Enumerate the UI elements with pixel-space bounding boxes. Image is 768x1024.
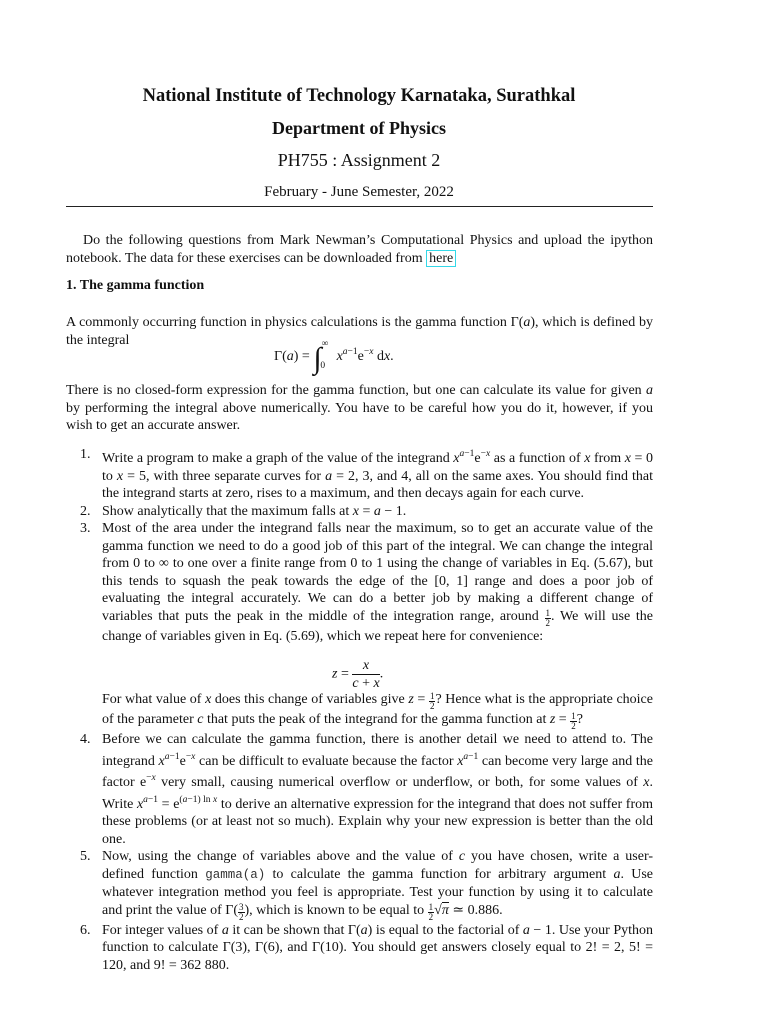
course-title: PH755 : Assignment 2 — [277, 150, 441, 170]
list-item: 1. Write a program to make a graph of the value of the integrand $x^{a-1}e^{-x}$ as a function of x from x = 0 to x = 5, with three separate curves for a = 2, 3, and 4, all on the same axes. You should find that the integrand starts at zero, rises to a maximum, and then decays again for each curve. — [80, 447, 654, 501]
header-divider — [66, 206, 653, 207]
intro-paragraph — [66, 232, 653, 267]
data-download-link[interactable]: here — [426, 250, 456, 267]
intro-text: Do the following questions from Mark Newman’s Computational Physics and upload the ipython notebook. The data for these exercises can be downloaded from — [66, 233, 653, 266]
institute-title: National Institute of Technology Karnataka, Surathkal — [142, 86, 576, 106]
department-title: Department of Physics — [272, 118, 446, 138]
gamma-integral-equation: $\Gamma(a) = \int^\infty_0$ $x^{a-1}e^{-x}$ dx. — [274, 339, 394, 375]
change-of-variables-equation: z = $\frac{x}{c + x}$ . — [332, 658, 384, 691]
gamma-three-halves-value: 0.886 — [467, 902, 500, 918]
section-number: 1. — [66, 278, 77, 293]
list-item: 4. Before we can calculate the gamma function, there is another detail we need to attend to. The integrand $x^{a-1}e^{-x}$ can be difficult to evaluate because the factor $x^{a-1}$ can become very large and the factor $e^{-x}$ very small, causing numerical overflow or underflow, or both, for some values of x. Write $x^{a-1} = e^{(a-1) ln x}$ to derive an alternative expression for the integrand that does not suffer from these problems (or at least not so much). Explain why your new expression is better than the old one. — [80, 732, 653, 847]
list-item: 3. Most of the area under the integrand falls near the maximum, so to get an accurate value of the gamma function we need to do a good job of this part of the integral. We can change the integral from 0 to ∞ to one over a finite range from 0 to 1 using the change of variables in Eq. (5.67), but this tends to squash the peak towards the edge of the [0, 1] range and does a poor job of evaluating the integral accurately. We can do a better job by making a different change of variables that puts the peak in the middle of the integration range, around $\frac{1}{2}$ . We will use the change of variables given in Eq. (5.69), which we repeat here for convenience: z = $\frac{x}{c + x}$ . For what value of x does this change of variables give z = $\frac{1}{2}$ ? Hence what is the appropriate choice of the parameter c that puts the peak of the integrand for the gamma function at z = $\frac{1}{2}$ ? — [80, 521, 653, 731]
gamma-definition-paragraph: A commonly occurring function in physics calculations is the gamma function Γ(a), which is defined by the integral — [66, 315, 653, 348]
closed-form-paragraph: There is no closed-form expression for the gamma function, but one can calculate its value for given a by performing the integral above numerically. You have to be careful how you do it, however, if you wish to get an accurate answer. — [66, 383, 654, 433]
semester-label: February - June Semester, 2022 — [264, 184, 454, 200]
section-heading — [66, 278, 204, 294]
list-item: 6. For integer values of a it can be shown that Γ(a) is equal to the factorial of a − 1. Use your Python function to calculate Γ(3), Γ(6), and Γ(10). You should get answers closely equal to 2! = 2, 5! = 120, and 9! = 362 880. — [80, 922, 654, 973]
list-item: 2. Show analytically that the maximum falls at x = a − 1. — [80, 503, 407, 519]
list-item: 5. Now, using the change of variables above and the value of c you have chosen, write a user-defined function gamma(a) to calculate the gamma function for arbitrary argument a. Use whatever integration method you feel is appropriate. Test your function by using it to calculate and print the value of Γ( $\frac{3}{2}$ ), which is known to be equal to $\frac{1}{2}$ √π ≃ 0.886. — [80, 849, 654, 922]
question-list — [66, 446, 653, 974]
section-title: The gamma function — [79, 278, 205, 293]
